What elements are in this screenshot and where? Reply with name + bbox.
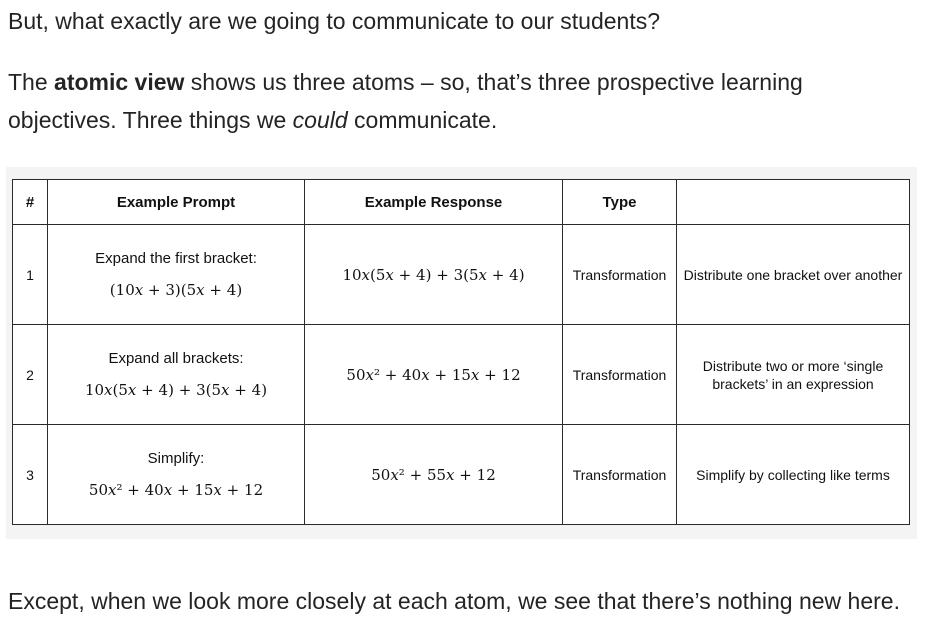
- header-response: Example Response: [305, 180, 563, 225]
- prompt-instruction: Expand all brackets:: [108, 350, 244, 367]
- response-expression: 10x(5x + 4) + 3(5x + 4): [342, 265, 525, 284]
- type-cell: Transformation: [563, 325, 677, 425]
- table-row: [13, 325, 910, 425]
- type-cell: Transformation: [563, 425, 677, 525]
- atoms-table: [12, 179, 910, 525]
- prompt-cell: [48, 425, 305, 525]
- description-cell: Distribute two or more ‘single brackets’ in an expression: [677, 325, 910, 425]
- row-number: 2: [13, 325, 48, 425]
- response-expression: 50x² + 40x + 15x + 12: [346, 365, 521, 384]
- text-segment: communicate.: [347, 107, 498, 133]
- type-cell: Transformation: [563, 225, 677, 325]
- description-cell: Simplify by collecting like terms: [677, 425, 910, 525]
- response-expression: 50x² + 55x + 12: [371, 465, 496, 484]
- header-type: Type: [563, 180, 677, 225]
- prompt-cell: [48, 325, 305, 425]
- description-cell: Distribute one bracket over another: [677, 225, 910, 325]
- prompt-instruction: Expand the first bracket:: [95, 250, 257, 267]
- text-segment: objectives. Three things we: [8, 107, 293, 133]
- bold-term: atomic view: [54, 69, 185, 95]
- prompt-cell: [48, 225, 305, 325]
- response-cell: [305, 225, 563, 325]
- row-number: 1: [13, 225, 48, 325]
- header-description: [677, 180, 910, 225]
- text-segment: shows us three atoms – so, that’s three prospective learning: [184, 69, 803, 95]
- intro-question: But, what exactly are we going to communicate to our students?: [8, 8, 661, 34]
- prompt-expression: 50x² + 40x + 15x + 12: [88, 481, 264, 499]
- table-row: [13, 425, 910, 525]
- conclusion-paragraph: Except, when we look more closely at each atom, we see that there’s nothing new here.: [8, 588, 900, 614]
- row-number: 3: [13, 425, 48, 525]
- header-prompt: Example Prompt: [48, 180, 305, 225]
- header-num: #: [13, 180, 48, 225]
- response-cell: [305, 425, 563, 525]
- table-row: [13, 225, 910, 325]
- italic-term: could: [292, 107, 348, 133]
- prompt-expression: 10x(5x + 4) + 3(5x + 4): [84, 381, 268, 399]
- prompt-instruction: Simplify:: [147, 450, 205, 467]
- table-header-row: [13, 180, 910, 225]
- text-segment: The: [8, 69, 55, 95]
- atoms-table-figure: [6, 167, 917, 539]
- prompt-expression: (10x + 3)(5x + 4): [109, 281, 243, 299]
- atomic-view-paragraph: [8, 63, 803, 139]
- response-cell: [305, 325, 563, 425]
